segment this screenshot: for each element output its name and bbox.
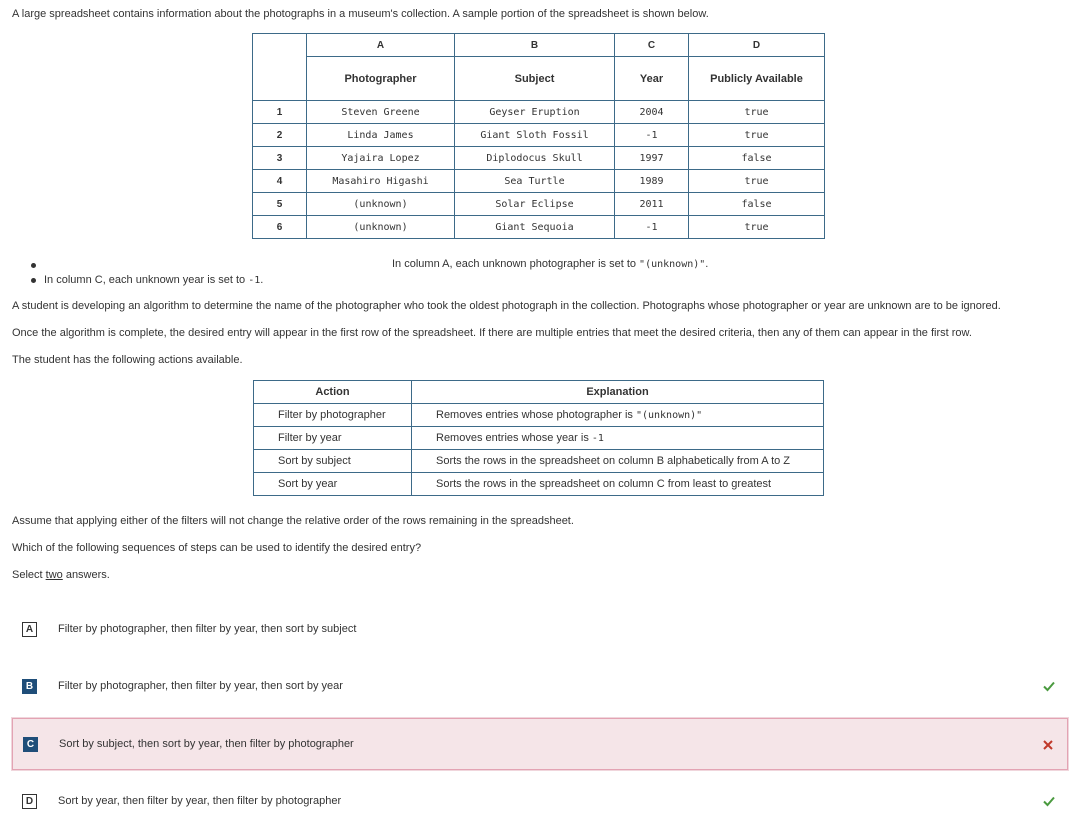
corner-cell: [253, 34, 307, 101]
actions-table: [253, 380, 824, 496]
column-letter-a: A: [307, 34, 455, 57]
option-text: Sort by subject, then sort by year, then filter by photographer: [59, 738, 354, 750]
assumption-text: Assume that applying either of the filters will not change the relative order of the rows remaining in the spreadsheet.: [12, 515, 574, 527]
header-year: Year: [615, 57, 689, 101]
row-number: 6: [253, 216, 307, 239]
note-a-text: In column A, each unknown photographer is set to: [392, 258, 640, 270]
spreadsheet-table: [252, 33, 825, 239]
available-cell: true: [689, 170, 825, 193]
year-cell: -1: [615, 216, 689, 239]
subject-cell: Giant Sequoia: [455, 216, 615, 239]
year-cell: 1997: [615, 147, 689, 170]
check-icon: [1042, 794, 1056, 808]
table-row: [253, 170, 825, 193]
intro-text: A large spreadsheet contains information about the photographs in a museum's collection. A sample portion of the spreadsheet is shown below.: [12, 8, 709, 20]
option-text: Sort by year, then filter by year, then filter by photographer: [58, 795, 342, 807]
photographer-cell: (unknown): [307, 216, 455, 239]
table-row: [254, 404, 824, 427]
option-letter-d: D: [22, 794, 37, 809]
action-cell: Filter by year: [254, 427, 412, 450]
answer-option-a[interactable]: [12, 604, 1068, 656]
year-cell: -1: [615, 124, 689, 147]
header-publicly-available: Publicly Available: [689, 57, 825, 101]
photographer-cell: (unknown): [307, 193, 455, 216]
row-number: 4: [253, 170, 307, 193]
header-photographer: Photographer: [307, 57, 455, 101]
algorithm-description: A student is developing an algorithm to determine the name of the photographer who took the oldest photograph in the collection. Photographs whose photographer or year are unknown are to be ignored.: [12, 300, 1001, 312]
subject-cell: Geyser Eruption: [455, 101, 615, 124]
photographer-cell: Steven Greene: [307, 101, 455, 124]
year-cell: 1989: [615, 170, 689, 193]
explanation-cell: [412, 450, 824, 473]
column-letter-d: D: [689, 34, 825, 57]
row-number: 3: [253, 147, 307, 170]
option-text: Filter by photographer, then filter by year, then sort by year: [58, 680, 343, 692]
cross-icon: [1041, 738, 1055, 752]
available-cell: true: [689, 124, 825, 147]
table-row: [254, 473, 824, 496]
check-icon: [1042, 679, 1056, 693]
photographer-cell: Linda James: [307, 124, 455, 147]
question-text: Which of the following sequences of steps can be used to identify the desired entry?: [12, 542, 422, 554]
explanation-text: Removes entries whose year is: [436, 432, 592, 444]
option-text: Filter by photographer, then filter by year, then sort by subject: [58, 623, 357, 635]
select-prefix: Select: [12, 569, 46, 581]
row-number: 2: [253, 124, 307, 147]
answer-option-d[interactable]: [12, 776, 1068, 828]
explanation-code: "(unknown)": [635, 410, 703, 421]
year-cell: 2004: [615, 101, 689, 124]
note-a-code: "(unknown)": [639, 259, 706, 270]
select-suffix: answers.: [62, 569, 110, 581]
subject-cell: Diplodocus Skull: [455, 147, 615, 170]
note-column-a: [392, 258, 708, 270]
answer-option-c[interactable]: [12, 718, 1068, 770]
action-cell: Sort by subject: [254, 450, 412, 473]
available-cell: true: [689, 101, 825, 124]
subject-cell: Solar Eclipse: [455, 193, 615, 216]
available-cell: true: [689, 216, 825, 239]
option-letter-a: A: [22, 622, 37, 637]
table-row: [254, 427, 824, 450]
completion-description: Once the algorithm is complete, the desired entry will appear in the first row of the spreadsheet. If there are multiple entries that meet the desired criteria, then any of them can appear in the first row.: [12, 327, 972, 339]
actions-intro: The student has the following actions available.: [12, 354, 243, 366]
column-letter-b: B: [455, 34, 615, 57]
table-row: [253, 216, 825, 239]
header-explanation: Explanation: [412, 381, 824, 404]
option-letter-b: B: [22, 679, 37, 694]
action-cell: Filter by photographer: [254, 404, 412, 427]
subject-cell: Giant Sloth Fossil: [455, 124, 615, 147]
explanation-cell: [412, 404, 824, 427]
option-letter-c: C: [23, 737, 38, 752]
note-c-code: -1: [248, 275, 261, 286]
explanation-text: Removes entries whose photographer is: [436, 409, 636, 421]
note-a-suffix: .: [705, 258, 709, 270]
subject-cell: Sea Turtle: [455, 170, 615, 193]
select-instructions: [12, 569, 110, 581]
photographer-cell: Yajaira Lopez: [307, 147, 455, 170]
explanation-cell: [412, 473, 824, 496]
explanation-code: -1: [591, 433, 604, 444]
note-column-c: [44, 274, 263, 286]
table-row: [253, 193, 825, 216]
action-cell: Sort by year: [254, 473, 412, 496]
header-action: Action: [254, 381, 412, 404]
bullet-icon: [31, 278, 36, 283]
table-row: [254, 450, 824, 473]
note-c-text: In column C, each unknown year is set to: [44, 274, 249, 286]
available-cell: false: [689, 147, 825, 170]
answer-option-b[interactable]: [12, 661, 1068, 713]
explanation-text: Sorts the rows in the spreadsheet on column C from least to greatest: [436, 478, 772, 490]
bullet-icon: [31, 263, 36, 268]
column-letter-c: C: [615, 34, 689, 57]
year-cell: 2011: [615, 193, 689, 216]
table-row: [253, 101, 825, 124]
explanation-cell: [412, 427, 824, 450]
note-c-suffix: .: [260, 274, 264, 286]
available-cell: false: [689, 193, 825, 216]
explanation-text: Sorts the rows in the spreadsheet on column B alphabetically from A to Z: [436, 455, 791, 467]
row-number: 1: [253, 101, 307, 124]
table-row: [253, 147, 825, 170]
header-subject: Subject: [455, 57, 615, 101]
row-number: 5: [253, 193, 307, 216]
photographer-cell: Masahiro Higashi: [307, 170, 455, 193]
select-count: two: [45, 569, 63, 581]
table-row: [253, 124, 825, 147]
